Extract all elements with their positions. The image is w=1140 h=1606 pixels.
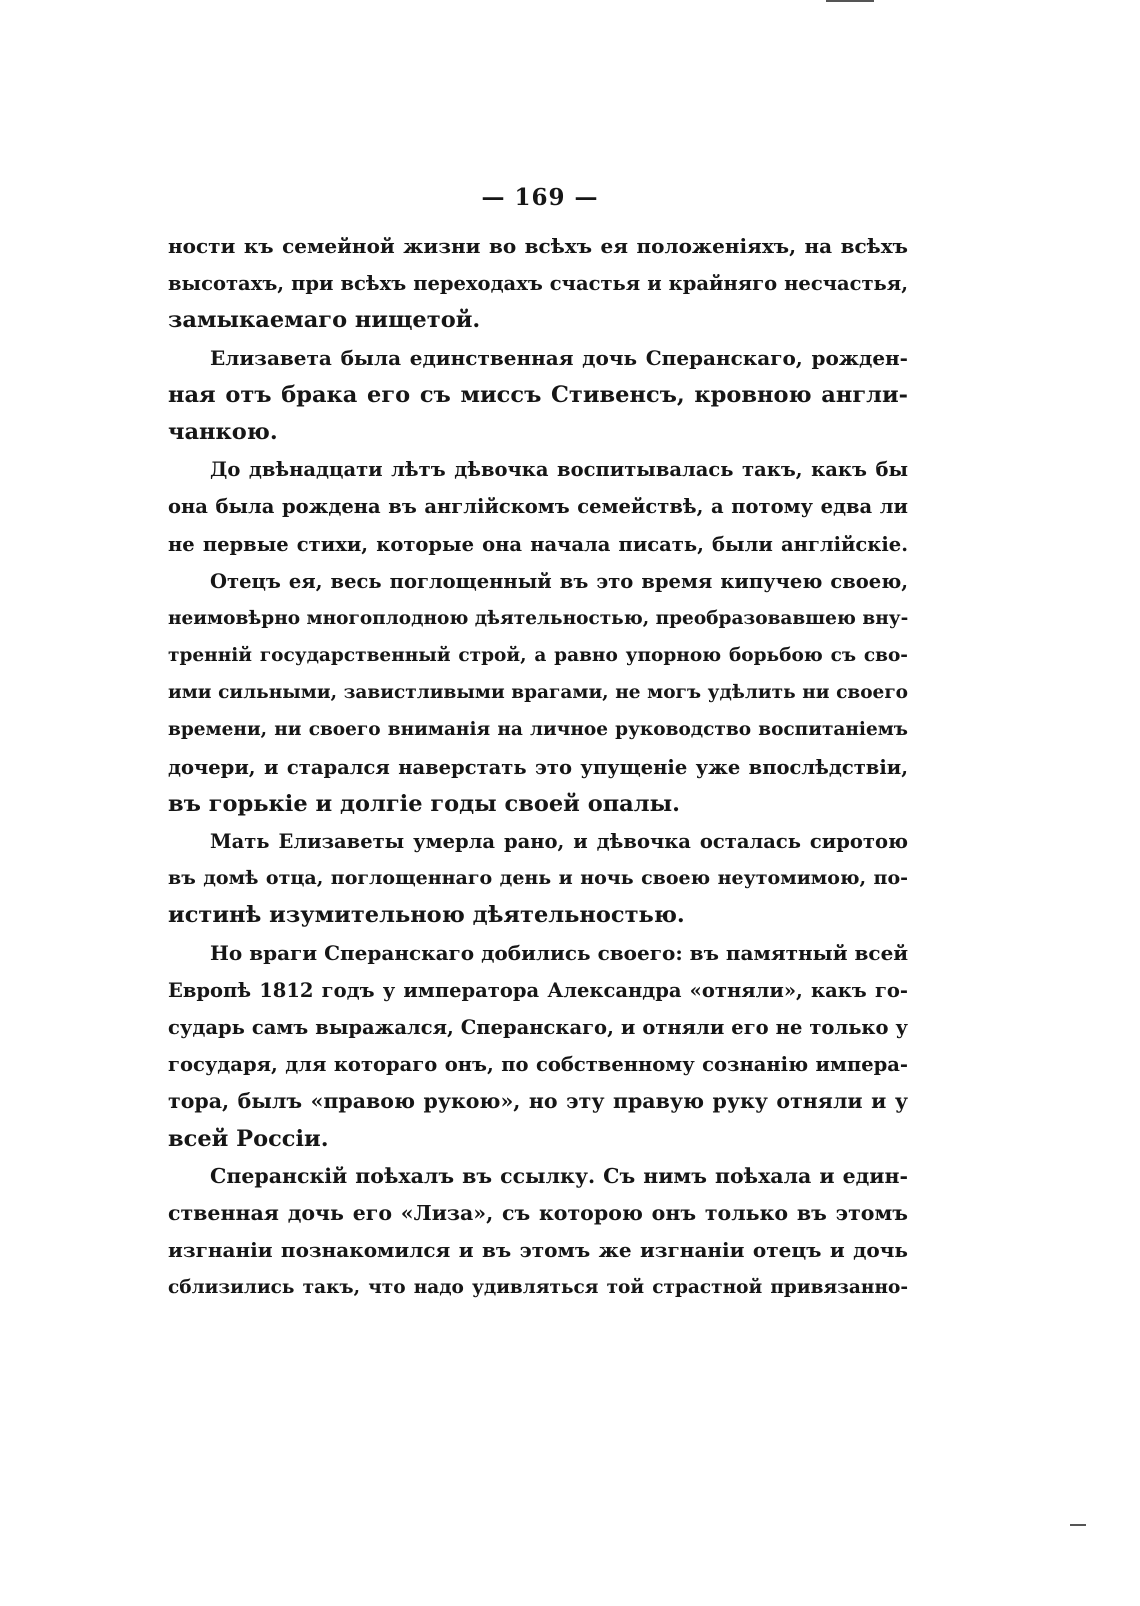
paragraph [168, 823, 908, 935]
paragraph [168, 1158, 908, 1307]
text-line: До двѣнадцати лѣтъ дѣвочка воспитывалась такъ, какъ бы [210, 458, 908, 482]
text-line: Но враги Сперанскаго добились своего: въ памятный всей [210, 940, 909, 965]
paragraph [168, 563, 908, 823]
text-line: не первые стихи, которые она начала писать, были англійскіе. [168, 532, 908, 556]
text-line: дочери, и старался наверстать это упущеніе уже впослѣдствіи, [168, 755, 908, 779]
paragraph [168, 340, 908, 452]
text-line: она была рождена въ англійскомъ семействѣ, а потому едва ли [168, 495, 908, 519]
text-line: въ горькіе и долгіе годы своей опалы. [168, 790, 681, 817]
text-line: тренній государственный строй, а равно упорною борьбою съ сво- [168, 645, 908, 667]
paragraph [168, 451, 908, 563]
text-line: ности къ семейной жизни во всѣхъ ея положеніяхъ, на всѣхъ [168, 234, 908, 258]
text-line: государя, для котораго онъ, по собственному сознанію импера- [168, 1053, 908, 1077]
page-number: — 169 — [481, 184, 599, 211]
text-line: ная отъ брака его съ миссъ Стивенсъ, кровною англи- [168, 381, 908, 408]
text-line: сударь самъ выражался, Сперанскаго, и отняли его не только у [168, 1015, 908, 1039]
text-line: Сперанскій поѣхалъ въ ссылку. Съ нимъ поѣхала и един- [210, 1163, 908, 1188]
paragraph [168, 935, 908, 1158]
text-line: истинѣ изумительною дѣятельностью. [168, 902, 685, 929]
scan-edge-mark-bottom [1070, 1524, 1086, 1526]
text-line: сблизились такъ, что надо удивляться той страстной привязанно- [168, 1277, 908, 1299]
text-line: времени, ни своего вниманія на личное руководство воспитаніемъ [168, 719, 908, 741]
text-line: Европѣ 1812 годъ у императора Александра «отняли», какъ го- [168, 978, 908, 1002]
text-line: въ домѣ отца, поглощеннаго день и ночь своею неутомимою, по- [168, 867, 908, 890]
text-line: Елизавета была единственная дочь Сперанскаго, рожден- [210, 345, 908, 370]
text-line: Отецъ ея, весь поглощенный въ это время кипучею своею, [210, 569, 908, 593]
text-line: высотахъ, при всѣхъ переходахъ счастья и крайняго несчастья, [168, 272, 908, 296]
text-line: изгнаніи познакомился и въ этомъ же изгнаніи отецъ и дочь [168, 1238, 908, 1263]
text-line: тора, былъ «правою рукою», но эту правую руку отняли и у [168, 1089, 908, 1114]
scan-edge-mark-top [826, 0, 874, 2]
text-line: всей Россіи. [168, 1125, 329, 1152]
text-line: замыкаемаго нищетой. [168, 307, 481, 334]
text-line: неимовѣрно многоплодною дѣятельностью, преобразовавшею вну- [168, 607, 909, 629]
text-line: Мать Елизаветы умерла рано, и дѣвочка осталась сиротою [210, 830, 908, 853]
text-line: ими сильными, завистливыми врагами, не могъ удѣлить ни своего [168, 682, 908, 704]
text-line: чанкою. [168, 418, 278, 445]
body-text [168, 228, 908, 1306]
paragraph-continuation [168, 228, 908, 340]
text-line: ственная дочь его «Лиза», съ которою онъ только въ этомъ [168, 1200, 908, 1225]
